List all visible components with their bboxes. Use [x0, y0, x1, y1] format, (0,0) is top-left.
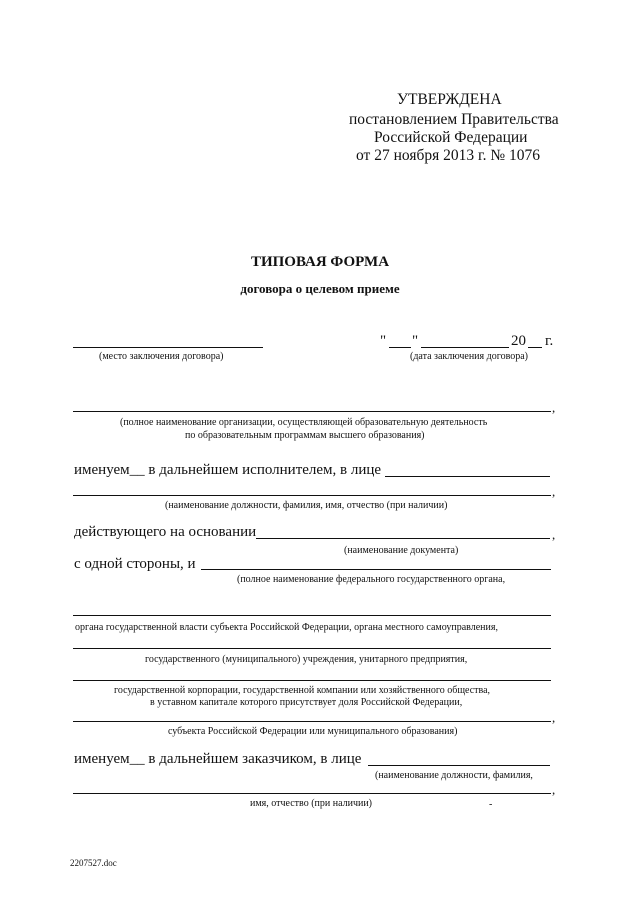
other-party-line-3: [73, 648, 551, 649]
other-party-line-4: [73, 680, 551, 681]
month-line: [421, 347, 509, 348]
org-name-comma: ,: [552, 400, 556, 415]
other-party-caption-2: органа государственной власти субъекта Российской Федерации, органа местного самоуправления,: [75, 622, 498, 633]
customer-dash: -: [489, 799, 493, 810]
place-line: [73, 347, 263, 348]
org-caption-line-1: (полное наименование организации, осуществляющей образовательную деятельность: [120, 417, 488, 428]
basis-line: [256, 538, 550, 539]
other-party-caption-1: (полное наименование федерального государственного органа,: [237, 574, 506, 585]
document-subtitle: договора о целевом приеме: [240, 281, 400, 296]
date-caption: (дата заключения договора): [410, 351, 528, 362]
customer-caption-1: (наименование должности, фамилия,: [375, 770, 533, 781]
resolution-line-3: от 27 ноября 2013 г. № 1076: [356, 147, 540, 164]
other-party-caption-3: государственного (муниципального) учреждения, унитарного предприятия,: [145, 654, 468, 665]
org-caption-line-2: по образовательным программам высшего образования): [185, 430, 425, 441]
customer-comma: ,: [552, 782, 556, 797]
date-quote-close: ": [412, 333, 419, 349]
other-party-caption-5: субъекта Российской Федерации или муниципального образования): [168, 726, 458, 737]
other-party-line: [201, 569, 551, 570]
document-id: 2207527.doc: [70, 858, 117, 868]
place-caption: (место заключения договора): [99, 351, 224, 362]
basis-text: действующего на основании: [74, 524, 257, 540]
executor-position-line: [73, 495, 551, 496]
executor-text: именуем__ в дальнейшем исполнителем, в лице: [74, 462, 382, 478]
basis-comma: ,: [552, 527, 556, 542]
resolution-line-2: Российской Федерации: [374, 129, 528, 146]
year-suffix: г.: [545, 333, 554, 349]
other-party-line-2: [73, 615, 551, 616]
customer-text: именуем__ в дальнейшем заказчиком, в лице: [74, 751, 362, 767]
other-party-caption-4-line-1: государственной корпорации, государственной компании или хозяйственного общества,: [114, 685, 491, 696]
customer-caption-2: имя, отчество (при наличии): [250, 798, 373, 809]
year-line: [528, 347, 542, 348]
other-party-line-5: [73, 721, 551, 722]
other-party-caption-4-line-2: в уставном капитале которого присутствует доля Российской Федерации,: [150, 697, 463, 708]
org-name-line: [73, 411, 551, 412]
other-party-text: с одной стороны, и: [74, 556, 196, 572]
customer-line: [368, 765, 550, 766]
day-line: [389, 347, 411, 348]
executor-comma: ,: [552, 484, 556, 499]
other-party-comma: ,: [552, 710, 556, 725]
date-quote-open: ": [380, 333, 387, 349]
executor-position-caption: (наименование должности, фамилия, имя, отчество (при наличии): [165, 500, 448, 511]
document-title: ТИПОВАЯ ФОРМА: [250, 254, 390, 270]
basis-caption: (наименование документа): [344, 545, 459, 556]
customer-position-line: [73, 793, 551, 794]
approved-label: УТВЕРЖДЕНА: [397, 91, 502, 108]
resolution-line-1: постановлением Правительства: [349, 111, 559, 128]
executor-line: [385, 476, 550, 477]
year-prefix: 20: [511, 333, 526, 349]
